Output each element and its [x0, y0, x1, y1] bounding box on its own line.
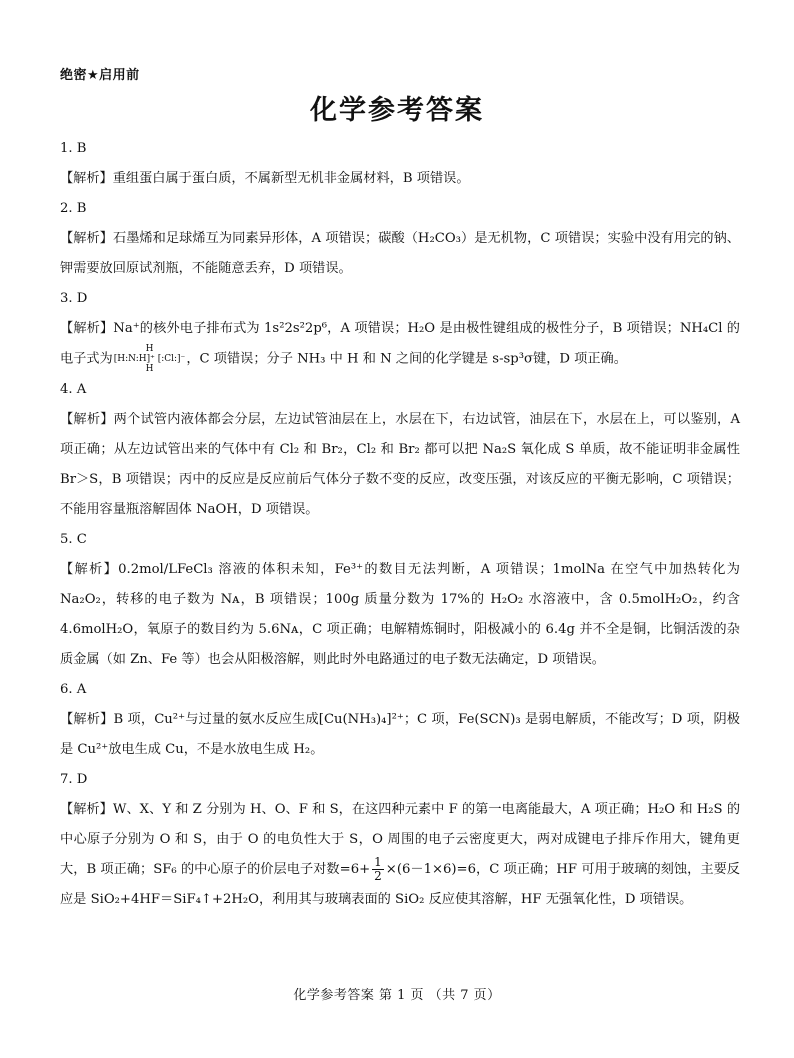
answer-list — [60, 134, 740, 915]
explanation-text: W、X、Y 和 Z 分别为 H、O、F 和 S，在这四种元素中 F 的第一电离能最大，A 项正确；H₂O 和 H₂S 的中心原子分别为 O 和 S，由于 O 的电负性大于 S，O 周围的电子云密度更大，两对成键电子排斥作用大，键角更大，B 项正确；SF₆ 的中心原子的价层电子对数=6+ — [60, 801, 741, 877]
explanation-7 — [60, 795, 740, 915]
explanation-text-cont: ×(6－1×6)=6，C 项正确；HF 可用于玻璃的刻蚀，主要反应是 SiO₂+4HF＝SiF₄↑+2H₂O，利用其与玻璃表面的 SiO₂ 反应使其溶解，HF 无强氧化性，D 项错误。 — [60, 861, 740, 907]
nh4cl-electron-formula — [114, 344, 186, 374]
explanation-4 — [60, 405, 740, 525]
confidential-label: 绝密★启用前 — [60, 68, 140, 83]
explanation-text: Na⁺的核外电子排布式为 1s²2s²2p⁶，A 项错误；H₂O 是由极性键组成的极性分子，B 项错误；NH₄Cl 的电子式为 — [60, 321, 740, 367]
answer-3: 3. D — [60, 291, 88, 306]
explanation-1 — [60, 164, 740, 194]
explanation-text: 重组蛋白属于蛋白质，不属新型无机非金属材料，B 项错误。 — [112, 171, 470, 186]
explanation-text-cont: ，C 项错误；分子 NH₃ 中 H 和 N 之间的化学键是 s-sp³σ键，D 项正确。 — [186, 351, 627, 367]
explanation-6 — [60, 705, 740, 765]
explanation-text: 0.2mol/LFeCl₃ 溶液的体积未知，Fe³⁺的数目无法判断，A 项错误；1molNa 在空气中加热转化为 Na₂O₂，转移的电子数为 Nᴀ，B 项错误；100g 质量分数为 17%的 H₂O₂ 水溶液中，含 0.5molH₂O₂，约含 4.6molH₂O，氧原子的数目约为 5.6Nᴀ，C 项正确；电解精炼铜时，阳极减小的 6.4g 并不全是铜，比铜活泼的杂质金属（如 Zn、Fe 等）也会从阳极溶解，则此时外电路通过的电子数无法确定，D 项错误。 — [60, 561, 740, 667]
lewis-bottom: H — [145, 364, 154, 374]
explanation-tag: 【解析】 — [60, 171, 113, 186]
explanation-5 — [60, 555, 740, 675]
explanation-tag: 【解析】 — [60, 321, 114, 336]
answer-2: 2. B — [60, 201, 87, 216]
page-title: 化学参考答案 — [310, 95, 484, 126]
explanation-2 — [60, 224, 740, 284]
answer-7: 7. D — [60, 771, 88, 787]
explanation-tag: 【解析】 — [60, 411, 114, 427]
answer-5: 5. C — [60, 531, 87, 547]
answer-1: 1. B — [60, 141, 87, 156]
fraction-denominator: 2 — [374, 868, 382, 883]
explanation-text: B 项，Cu²⁺与过量的氨水反应生成[Cu(NH₃)₄]²⁺；C 项，Fe(SCN)₃ 是弱电解质，不能改写；D 项，阴极是 Cu²⁺放电生成 Cu，不是水放电生成 H₂。 — [60, 711, 740, 757]
answer-4: 4. A — [60, 381, 87, 397]
fraction-numerator: 1 — [374, 854, 382, 869]
explanation-tag: 【解析】 — [60, 231, 113, 246]
lewis-top: H — [145, 344, 154, 354]
fraction-one-half — [372, 856, 384, 883]
explanation-3 — [60, 314, 740, 375]
answer-6: 6. A — [60, 681, 87, 697]
explanation-tag: 【解析】 — [60, 801, 113, 817]
lewis-mid: [H:N:H]⁺ [:Cl:]⁻ — [113, 354, 186, 364]
explanation-tag: 【解析】 — [60, 711, 114, 727]
explanation-text: 石墨烯和足球烯互为同素异形体，A 项错误；碳酸（H₂CO₃）是无机物，C 项错误；实验中没有用完的钠、钾需要放回原试剂瓶，不能随意丢弃，D 项错误。 — [60, 231, 740, 276]
explanation-text: 两个试管内液体都会分层，左边试管油层在上，水层在下，右边试管，油层在下，水层在上，可以鉴别，A 项正确；从左边试管出来的气体中有 Cl₂ 和 Br₂，Cl₂ 和 Br₂ 都可以把 Na₂S 氧化成 S 单质，故不能证明非金属性 Br＞S，B 项错误；丙中的反应是反应前后气体分子数不变的反应，改变压强，对该反应的平衡无影响，C 项错误；不能用容量瓶溶解固体 NaOH，D 项错误。 — [60, 411, 740, 517]
page-footer: 化学参考答案 第 1 页 （共 7 页） — [293, 988, 501, 1003]
explanation-tag: 【解析】 — [60, 561, 119, 577]
